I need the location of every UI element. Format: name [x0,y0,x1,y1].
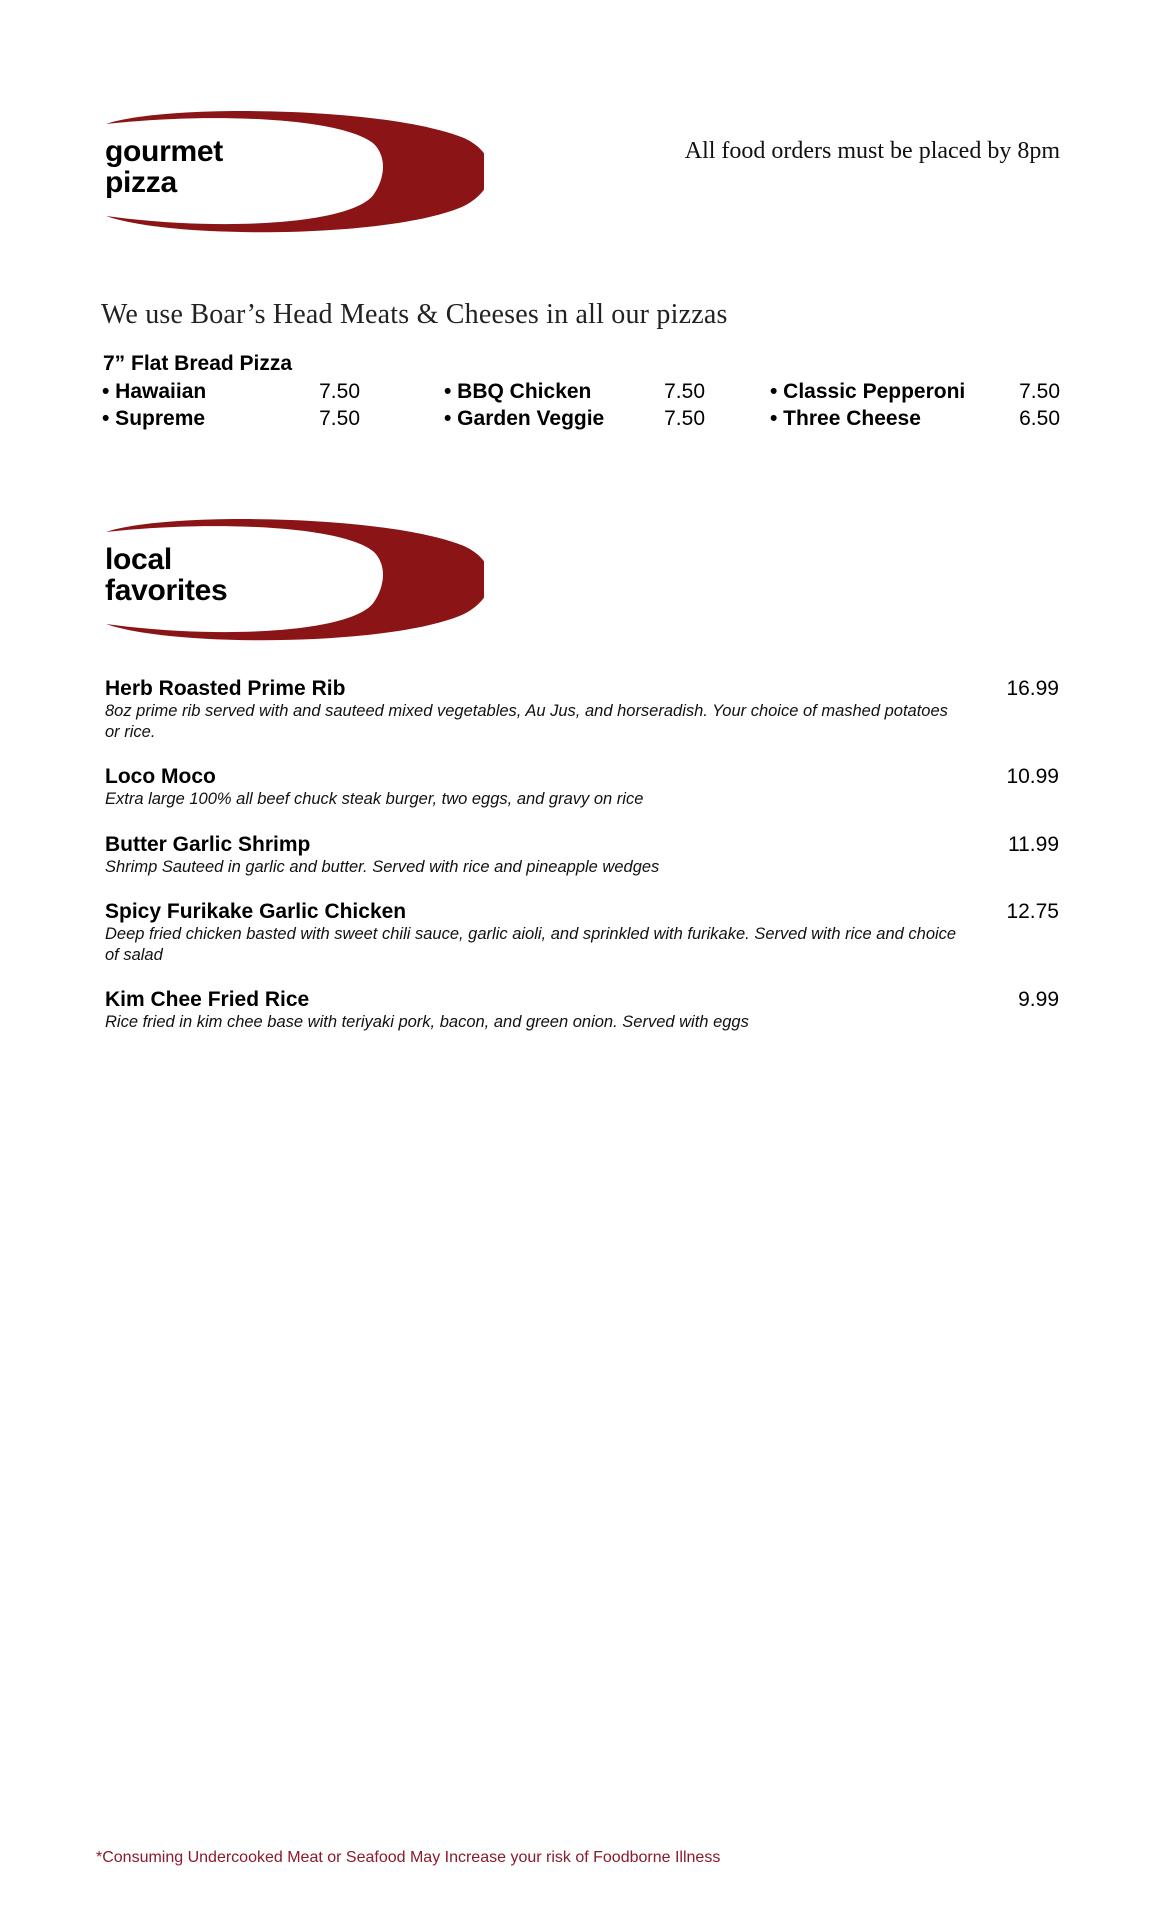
gourmet-pizza-header [104,110,484,235]
menu-item [105,987,1059,1033]
menu-item-name: Spicy Furikake Garlic Chicken [105,900,407,923]
flat-bread-subtitle: 7” Flat Bread Pizza [103,352,293,375]
menu-item-price: 11.99 [1008,833,1059,856]
menu-item [105,764,1059,810]
section-title-line1: local [105,543,172,576]
menu-item-description: Rice fried in kim chee base with teriyaki pork, bacon, and green onion. Served with eggs [105,1013,749,1031]
pizza-price: 7.50 [1019,380,1060,403]
section-title-line2: pizza [105,166,177,199]
pizza-item [444,378,705,405]
menu-item-name: Butter Garlic Shrimp [105,833,311,856]
order-deadline-note: All food orders must be placed by 8pm [684,138,1060,164]
pizza-item [770,378,1060,405]
menu-item-price: 16.99 [1006,677,1059,700]
pizza-item [444,405,705,432]
menu-item-description: Extra large 100% all beef chuck steak burger, two eggs, and gravy on rice [105,790,644,808]
local-favorites-header [104,518,484,643]
section-title-line2: favorites [105,574,228,607]
menu-item-description: 8oz prime rib served with and sauteed mixed vegetables, Au Jus, and horseradish. Your choice of mashed potatoes or rice. [105,702,948,741]
section-title-line1: gourmet [105,135,223,168]
menu-item-name: Loco Moco [105,765,216,788]
boars-head-note: We use Boar’s Head Meats & Cheeses in all our pizzas [101,299,728,330]
pizza-name: • Garden Veggie [444,407,605,430]
pizza-name: • Hawaiian [102,380,207,403]
menu-item-price: 12.75 [1006,900,1059,923]
menu-item [105,899,1059,966]
pizza-price: 6.50 [1019,407,1060,430]
pizza-item [770,405,1060,432]
pizza-price: 7.50 [664,380,705,403]
pizza-item [102,405,360,432]
pizza-price: 7.50 [319,407,360,430]
menu-item-price: 9.99 [1018,988,1059,1011]
pizza-name: • Supreme [102,407,206,430]
pizza-name: • BBQ Chicken [444,380,592,403]
pizza-price: 7.50 [319,380,360,403]
menu-item-description: Deep fried chicken basted with sweet chili sauce, garlic aioli, and sprinkled with furikake. Served with rice and choice of salad [105,925,957,964]
pizza-name: • Classic Pepperoni [770,380,966,403]
foodborne-illness-disclaimer: *Consuming Undercooked Meat or Seafood May Increase your risk of Foodborne Illness [96,1849,721,1866]
menu-item-description: Shrimp Sauteed in garlic and butter. Served with rice and pineapple wedges [105,858,660,876]
menu-item-price: 10.99 [1006,765,1059,788]
menu-item [105,676,1059,743]
menu-item-name: Kim Chee Fried Rice [105,988,310,1011]
pizza-name: • Three Cheese [770,407,921,430]
menu-item-name: Herb Roasted Prime Rib [105,677,346,700]
pizza-item [102,378,360,405]
menu-item [105,832,1059,878]
pizza-price: 7.50 [664,407,705,430]
